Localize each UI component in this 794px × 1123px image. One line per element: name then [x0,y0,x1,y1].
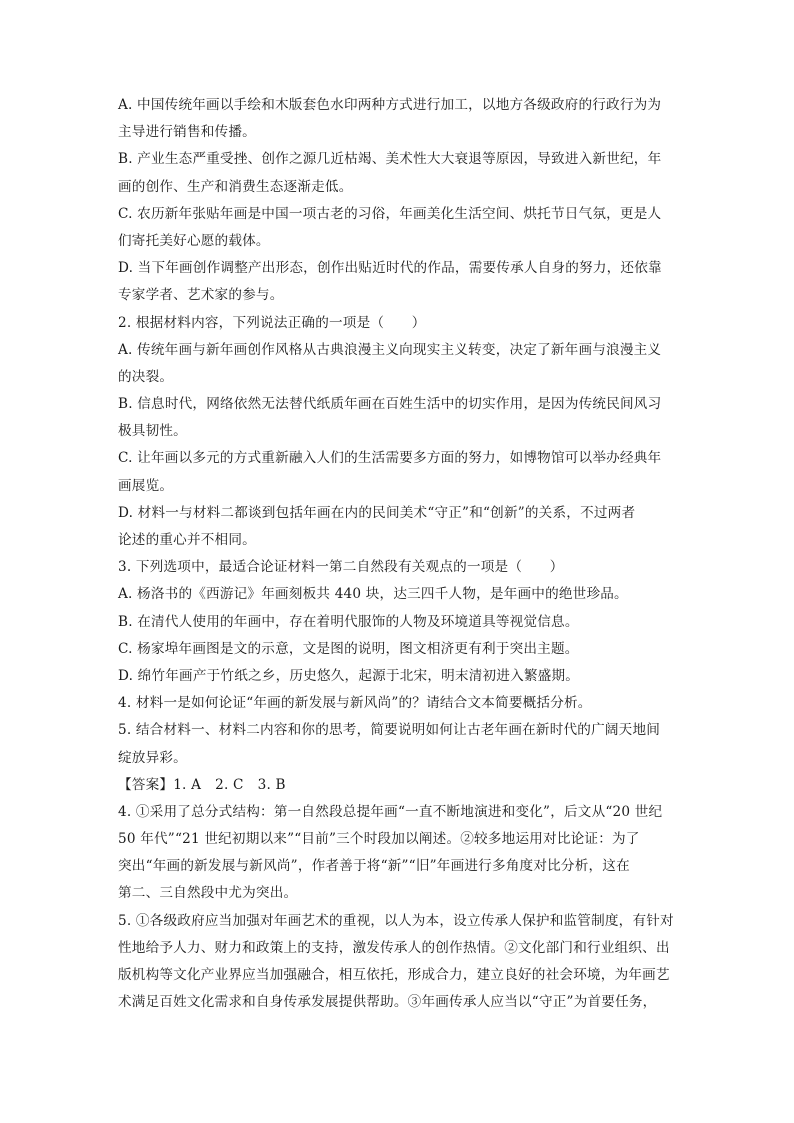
q5-stem-line2: 绽放异彩。 [118,749,187,766]
q1-option-c-line1: C. 农历新年张贴年画是中国一项古老的习俗，年画美化生活空间、烘托节日气氛，更是人 [118,205,662,222]
q3-option-d: D. 绵竹年画产于竹纸之乡，历史悠久，起源于北宋，明末清初进入繁盛期。 [118,667,580,684]
q2-option-c-line1: C. 让年画以多元的方式重新融入人们的生活需要多方面的努力，如博物馆可以举办经典年 [118,450,662,467]
q2-option-a-line1: A. 传统年画与新年画创作风格从古典浪漫主义向现实主义转变，决定了新年画与浪漫主义 [118,341,662,358]
q1-option-b-line1: B. 产业生态严重受挫、创作之源几近枯竭、美术性大大衰退等原因，导致进入新世纪，年 [118,151,662,168]
q1-option-d-line1: D. 当下年画创作调整产出形态，创作出贴近时代的作品，需要传承人自身的努力，还依靠 [118,260,662,277]
q3-option-a: A. 杨洛书的《西游记》年画刻板共 440 块，达三四千人物，是年画中的绝世珍品。 [118,586,628,603]
q2-option-d-line2: 论述的重心并不相同。 [118,532,256,548]
answer-4-line2: 50 年代”“21 世纪初期以来”“目前”三个时段加以阐述。②较多地运用对比论证：为了 [118,831,640,848]
q2-option-d-line1: D. 材料一与材料二都谈到包括年画在内的民间美术“守正”和“创新”的关系，不过两者 [118,504,636,521]
answer-key-line [118,772,680,799]
answer-5-line2: 性地给予人力、财力和政策上的支持，激发传承人的创作热情。②文化部门和行业组织、出 [118,939,670,956]
q3-option-b: B. 在清代人使用的年画中，存在着明代服饰的人物及环境道具等视觉信息。 [118,613,579,630]
answer-1: 1. A [173,776,202,793]
q4-stem: 4. 材料一是如何论证“年画的新发展与新风尚”的？请结合文本简要概括分析。 [118,695,592,712]
answer-5-line3: 版机构等文化产业界应当加强融合，相互依托，形成合力，建立良好的社会环境，为年画艺 [118,967,670,983]
q1-option-c-line2: 们寄托美好心愿的载体。 [118,232,270,249]
answer-3: 3. B [257,776,286,793]
q1-option-b-line2: 画的创作、生产和消费生态逐渐走低。 [118,178,353,195]
answer-4-line4: 第二、三自然段中尤为突出。 [118,885,298,902]
q2-stem: 2. 根据材料内容，下列说法正确的一项是（ ） [118,314,426,331]
q2-option-b-line2: 极具韧性。 [118,423,187,440]
answer-4-line3: 突出“年画的新发展与新风尚”，作者善于将“新”“旧”年画进行多角度对比分析，这在 [118,858,630,875]
answer-5-line1: 5. ①各级政府应当加强对年画艺术的重视，以人为本，设立传承人保护和监管制度，有针对 [118,912,674,929]
answer-label: 【答案】 [118,776,174,793]
q2-option-a-line2: 的决裂。 [118,368,174,385]
q1-option-a-line2: 主导进行销售和传播。 [118,124,256,141]
q3-stem: 3. 下列选项中，最适合论证材料一第二自然段有关观点的一项是（ ） [118,559,564,576]
answer-4-line1: 4. ①采用了总分式结构：第一自然段总提年画“一直不断地演进和变化”，后文从“20 世纪 [118,803,663,820]
q1-option-a-line1: A. 中国传统年画以手绘和木版套色水印两种方式进行加工，以地方各级政府的行政行为为 [118,97,662,113]
answer-5-line4: 术满足百姓文化需求和自身传承发展提供帮助。③年画传承人应当以“守正”为首要任务， [118,994,657,1011]
q3-option-c: C. 杨家埠年画图是文的示意，文是图的说明，图文相济更有利于突出主题。 [118,640,579,657]
q1-option-d-line2: 专家学者、艺术家的参与。 [118,287,284,304]
q5-stem-line1: 5. 结合材料一、材料二内容和你的思考，简要说明如何让古老年画在新时代的广阔天地间 [118,722,661,739]
q2-option-b-line1: B. 信息时代，网络依然无法替代纸质年画在百姓生活中的切实作用，是因为传统民间风习 [118,396,662,413]
answer-2: 2. C [215,776,244,793]
document-page [118,92,680,1016]
q2-option-c-line2: 画展览。 [118,477,174,494]
